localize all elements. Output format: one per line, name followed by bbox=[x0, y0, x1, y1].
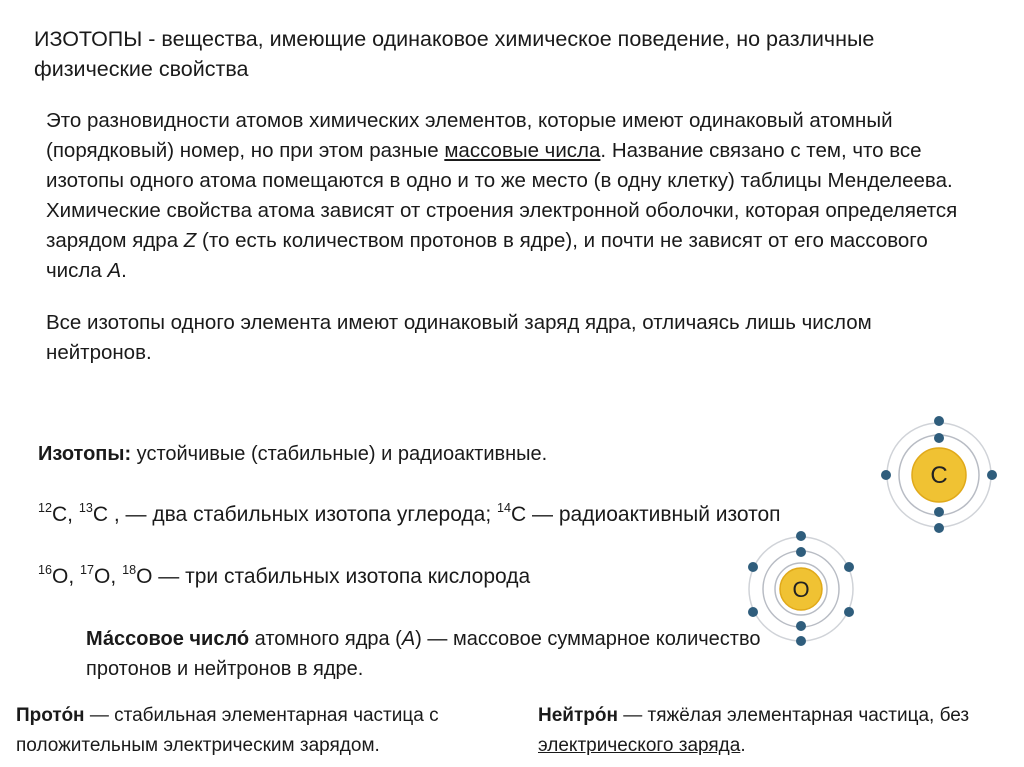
intro-paragraph-2: Химические свойства атома зависят от строения электронной оболочки, которая определяется зарядом ядра Z (то есть количеством протонов в ядре), и почти не зависят от его массового числа А. bbox=[46, 199, 958, 282]
electron bbox=[796, 621, 806, 631]
electron bbox=[748, 562, 758, 572]
electron bbox=[748, 607, 758, 617]
mass-numbers-link[interactable]: массовые числа bbox=[444, 139, 601, 162]
oxygen-symbol: O bbox=[792, 577, 810, 602]
electron bbox=[934, 523, 944, 533]
electron bbox=[987, 470, 997, 480]
carbon-isotopes-line: $^{12}$С, $^{13}$С , — два стабильных изотопа углерода; $^{14}$С — радиоактивный изотоп bbox=[38, 501, 781, 526]
electron bbox=[844, 607, 854, 617]
oxygen-atom-diagram bbox=[742, 530, 860, 648]
electric-charge-link[interactable]: электрического заряда bbox=[538, 735, 741, 756]
intro-paragraph-1: Это разновидности атомов химических элементов, которые имеют одинаковый атомный (порядковый) номер, но при этом разные массовые числа. Название связано с тем, что все изотопы одного атома помещаются в одно и то же место (в одну клетку) таблицы Менделеева. bbox=[46, 109, 953, 192]
electron bbox=[934, 416, 944, 426]
oxygen-isotopes-line: $^{16}$O, $^{17}$O, $^{18}$O — три стабильных изотопа кислорода bbox=[38, 563, 531, 588]
neutron-definition: Нейтро́н — тяжёлая элементарная частица, без электрического заряда. bbox=[538, 705, 970, 756]
electron bbox=[796, 547, 806, 557]
page-title: ИЗОТОПЫ - вещества, имеющие одинаковое химическое поведение, но различные физические свойства bbox=[34, 27, 875, 81]
electron bbox=[844, 562, 854, 572]
electron bbox=[881, 470, 891, 480]
electron bbox=[934, 507, 944, 517]
intro-paragraph-3: Все изотопы одного элемента имеют одинаковый заряд ядра, отличаясь лишь числом нейтронов. bbox=[46, 311, 872, 364]
mass-number-definition: Ма́ссовое число́ атомного ядра (A) — массовое суммарное количество протонов и нейтронов в ядре. bbox=[86, 628, 761, 680]
carbon-symbol: C bbox=[930, 462, 948, 489]
electron bbox=[934, 433, 944, 443]
electron bbox=[796, 636, 806, 646]
proton-definition: Прото́н — стабильная элементарная частица с положительным электрическим зарядом. bbox=[16, 705, 439, 756]
electron bbox=[796, 531, 806, 541]
intro-block bbox=[46, 106, 976, 368]
carbon-atom-diagram bbox=[878, 414, 1000, 536]
isotope-types: Изотопы: устойчивые (стабильные) и радиоактивные. bbox=[38, 443, 548, 465]
